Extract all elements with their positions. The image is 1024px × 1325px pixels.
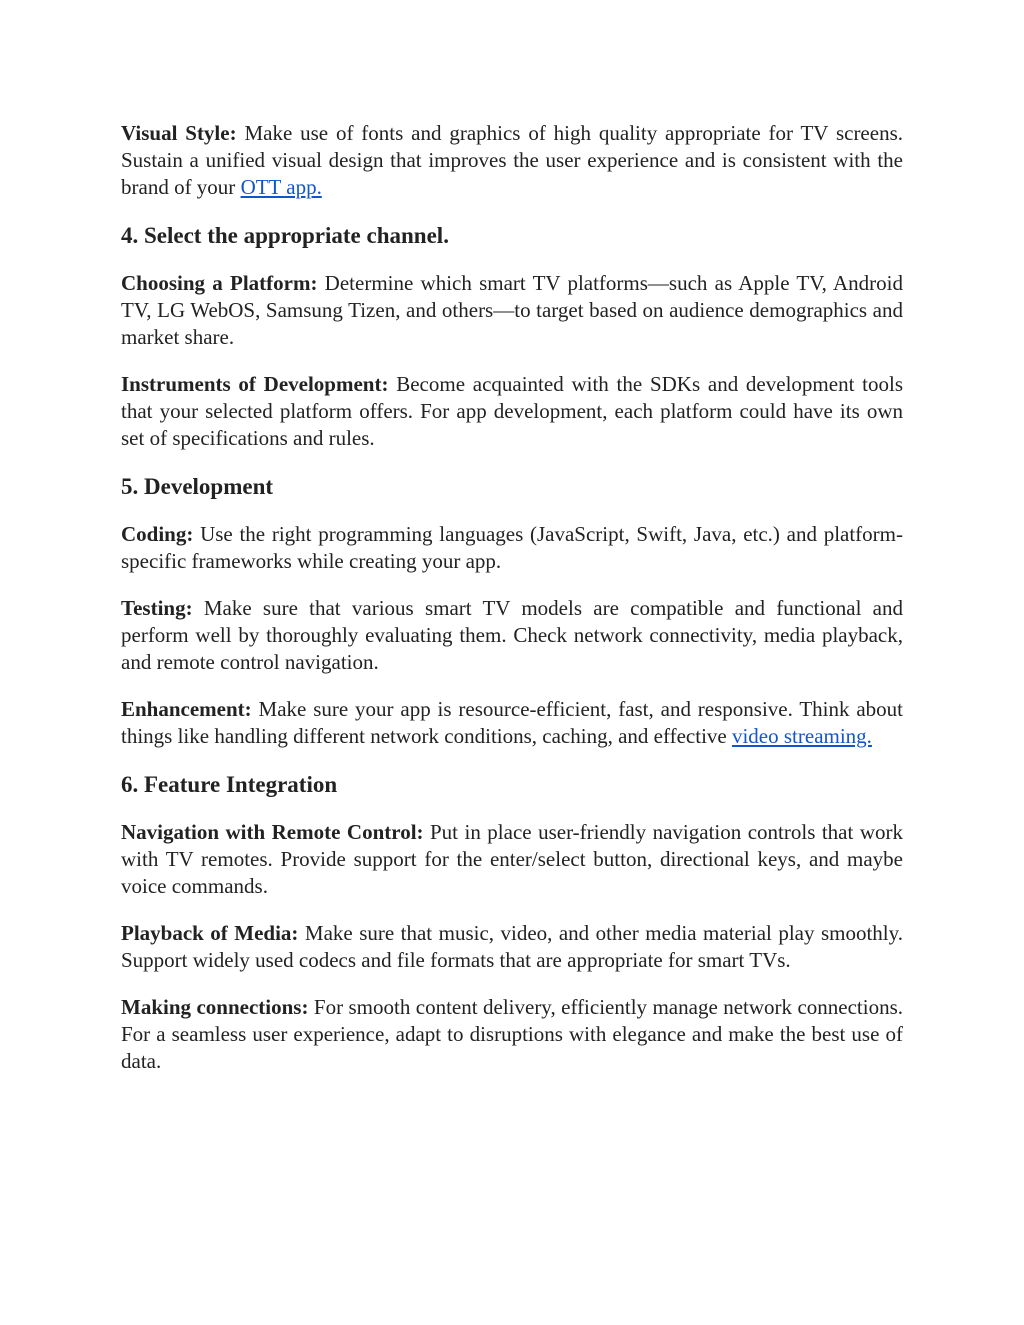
paragraph-media-playback — [121, 920, 903, 974]
paragraph-text: For smooth content delivery, efficiently manage network connections. For a seamless user experience, adapt to disruptions with elegance and make the best use of data. — [121, 995, 903, 1073]
paragraph-lead: Instruments of Development: — [121, 372, 389, 396]
paragraph-lead: Playback of Media: — [121, 921, 299, 945]
paragraph-text: Make sure your app is resource-efficient, fast, and responsive. Think about things like handling different network conditions, caching, and effective — [121, 697, 903, 748]
paragraph-choosing-platform — [121, 270, 903, 351]
video-streaming-link[interactable]: video streaming. — [731, 724, 872, 748]
paragraph-text: Make sure that music, video, and other media material play smoothly. Support widely used codecs and file formats that are appropriate for smart TVs. — [121, 921, 904, 972]
paragraph-instruments-development — [121, 371, 903, 452]
heading-select-channel: 4. Select the appropriate channel. — [121, 223, 449, 248]
paragraph-lead: Navigation with Remote Control: — [121, 820, 424, 844]
paragraph-text: Use the right programming languages (JavaScript, Swift, Java, etc.) and platform-specific frameworks while creating your app. — [121, 522, 903, 573]
paragraph-testing — [121, 595, 903, 676]
paragraph-enhancement — [121, 696, 903, 750]
paragraph-text: Make use of fonts and graphics of high quality appropriate for TV screens. Sustain a unified visual design that improves the user experience and is consistent with the brand of your — [121, 121, 903, 199]
ott-app-link[interactable]: OTT app. — [240, 175, 322, 199]
paragraph-lead: Choosing a Platform: — [121, 271, 318, 295]
paragraph-making-connections — [121, 994, 903, 1075]
paragraph-lead: Enhancement: — [121, 697, 252, 721]
paragraph-coding — [121, 521, 903, 575]
paragraph-lead: Making connections: — [121, 995, 309, 1019]
heading-feature-integration: 6. Feature Integration — [121, 772, 338, 797]
paragraph-text: Put in place user-friendly navigation controls that work with TV remotes. Provide support for the enter/select button, directional keys, and maybe voice commands. — [121, 820, 903, 898]
paragraph-lead: Coding: — [121, 522, 194, 546]
paragraph-lead: Testing: — [121, 596, 193, 620]
paragraph-text: Make sure that various smart TV models are compatible and functional and perform well by thoroughly evaluating them. Check network connectivity, media playback, and remote control navigation. — [121, 596, 903, 674]
paragraph-text: Determine which smart TV platforms—such as Apple TV, Android TV, LG WebOS, Samsung Tizen, and others—to target based on audience demographics and market share. — [121, 271, 903, 349]
paragraph-text: Become acquainted with the SDKs and development tools that your selected platform offers. For app development, each platform could have its own set of specifications and rules. — [121, 372, 903, 450]
paragraph-remote-navigation — [121, 819, 903, 900]
paragraph-visual-style — [121, 120, 903, 201]
paragraph-lead: Visual Style: — [121, 121, 237, 145]
heading-development: 5. Development — [121, 474, 274, 499]
